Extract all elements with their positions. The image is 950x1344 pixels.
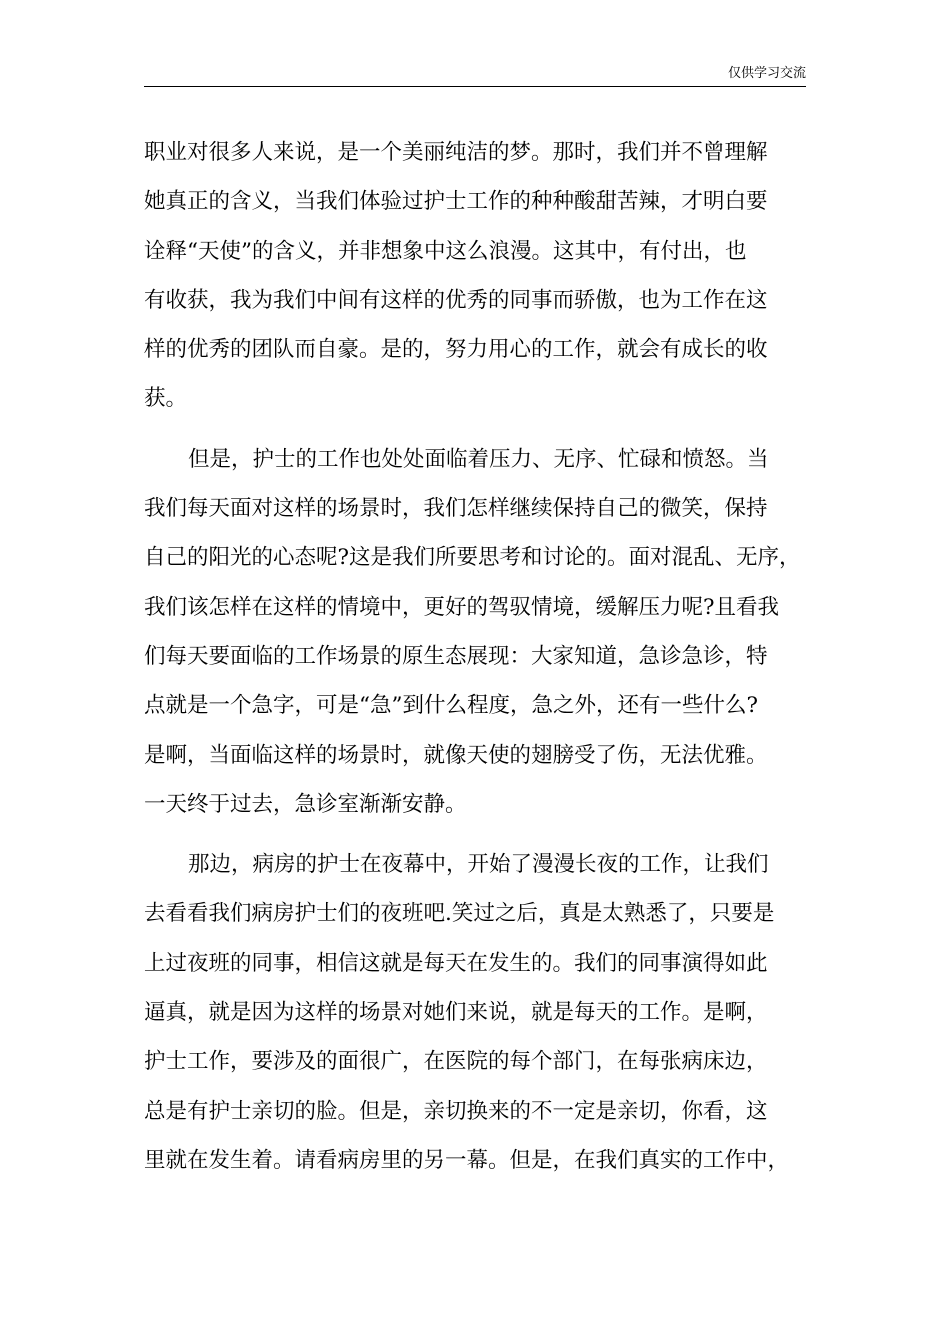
text-line: 一天终于过去，急诊室渐渐安静。 (144, 791, 467, 817)
text-line: 总是有护士亲切的脸。但是，亲切换来的不一定是亲切，你看，这 (144, 1098, 768, 1124)
text-line: 诠释“天使”的含义，并非想象中这么浪漫。这其中，有付出，也 (144, 238, 747, 264)
text-line: 但是，护士的工作也处处面临着压力、无序、忙碌和愤怒。当 (188, 446, 769, 472)
body-text (144, 128, 814, 1185)
text-line: 获。 (144, 386, 188, 412)
text-line: 去看看我们病房护士们的夜班吧.笑过之后，真是太熟悉了，只要是 (144, 901, 775, 927)
text-line: 们每天要面临的工作场景的原生态展现：大家知道，急诊急诊，特 (144, 643, 768, 669)
text-line: 职业对很多人来说，是一个美丽纯洁的梦。那时，我们并不曾理解 (144, 140, 768, 165)
text-line: 自己的阳光的心态呢?这是我们所要思考和讨论的。面对混乱、无序， (144, 545, 801, 571)
text-line: 那边，病房的护士在夜幕中，开始了漫漫长夜的工作，让我们 (188, 852, 769, 878)
text-line: 是啊，当面临这样的场景时，就像天使的翅膀受了伤，无法优雅。 (144, 742, 768, 768)
text-line: 护士工作，要涉及的面很广，在医院的每个部门，在每张病床边， (144, 1049, 768, 1075)
paragraph-2 (144, 435, 814, 829)
text-line: 上过夜班的同事，相信这就是每天在发生的。我们的同事演得如此 (144, 950, 768, 976)
paragraph-3 (144, 840, 814, 1185)
paragraph-1 (144, 128, 814, 424)
text-line: 样的优秀的团队而自豪。是的，努力用心的工作，就会有成长的收 (144, 337, 768, 363)
text-line: 有收获，我为我们中间有这样的优秀的同事而骄傲，也为工作在这 (144, 287, 768, 313)
paragraph-gap (144, 829, 814, 840)
paragraph-gap (144, 424, 814, 435)
header-divider (144, 86, 806, 87)
text-line: 我们该怎样在这样的情境中，更好的驾驭情境，缓解压力呢?且看我 (144, 594, 780, 620)
text-line: 逼真，就是因为这样的场景对她们来说，就是每天的工作。是啊， (144, 1000, 768, 1026)
header-note: 仅供学习交流 (727, 66, 806, 81)
text-line: 我们每天面对这样的场景时，我们怎样继续保持自己的微笑，保持 (144, 496, 768, 522)
text-line: 里就在发生着。请看病房里的另一幕。但是，在我们真实的工作中， (144, 1147, 790, 1173)
text-line: 点就是一个急字，可是“急”到什么程度，急之外，还有一些什么? (144, 693, 759, 719)
text-line: 她真正的含义，当我们体验过护士工作的种种酸甜苦辣，才明白要 (144, 189, 768, 215)
